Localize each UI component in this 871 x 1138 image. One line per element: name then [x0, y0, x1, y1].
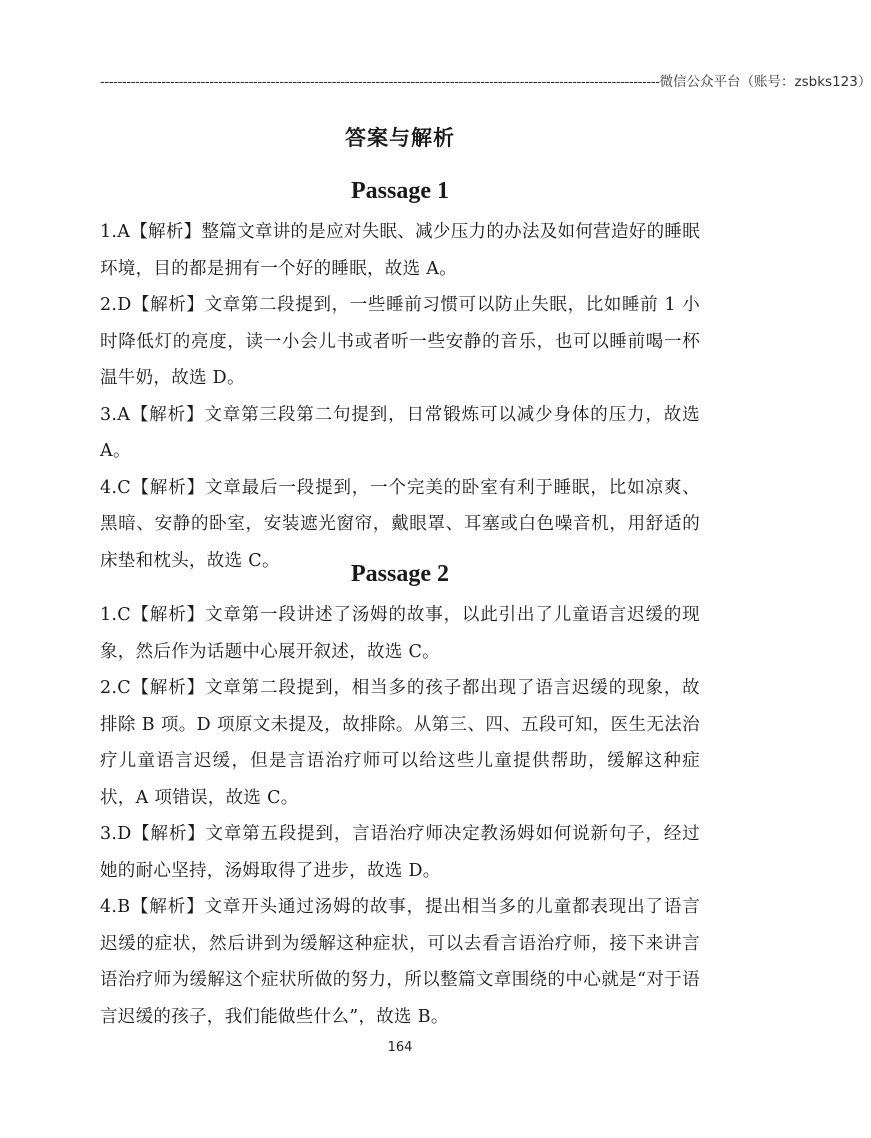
answer-paragraph: 4.C【解析】文章最后一段提到，一个完美的卧室有利于睡眠，比如凉爽、黑暗、安静的卧室，安装遮光窗帘，戴眼罩、耳塞或白色噪音机，用舒适的床垫和枕头，故选 C。 [100, 477, 700, 571]
answer-paragraph: 4.B【解析】文章开头通过汤姆的故事，提出相当多的儿童都表现出了语言迟缓的症状，然后讲到为缓解这种症状，可以去看言语治疗师，接下来讲言语治疗师为缓解这个症状所做的努力，所以整篇文章围绕的中心就是“对于语言迟缓的孩子，我们能做些什么”，故选 B。 [100, 897, 700, 1027]
answer-paragraph: 1.C【解析】文章第一段讲述了汤姆的故事，以此引出了儿童语言迟缓的现象，然后作为话题中心展开叙述，故选 C。 [100, 605, 700, 662]
answer-paragraph: 1.A【解析】整篇文章讲的是应对失眠、减少压力的办法及如何营造好的睡眠环境，目的都是拥有一个好的睡眠，故选 A。 [100, 222, 700, 279]
page-header [100, 68, 871, 90]
page-title: 答案与解析 [345, 126, 455, 150]
answer-paragraph: 2.D【解析】文章第二段提到，一些睡前习惯可以防止失眠，比如睡前 1 小时降低灯的亮度，读一小会儿书或者听一些安静的音乐，也可以睡前喝一杯温牛奶，故选 D。 [100, 295, 700, 388]
header-source: 微信公众平台（账号：zsbks123） [659, 74, 871, 90]
answer-paragraph: 3.A【解析】文章第三段第二句提到，日常锻炼可以减少身体的压力，故选 A。 [100, 404, 700, 461]
answer-paragraph: 3.D【解析】文章第五段提到，言语治疗师决定教汤姆如何说新句子，经过她的耐心坚持，汤姆取得了进步，故选 D。 [100, 824, 700, 881]
header-dashes: -------------------------------------------------------------------------------------------------------------------------------- [100, 74, 660, 90]
passage-1-title: Passage 1 [351, 178, 449, 204]
passage-2-title: Passage 2 [351, 561, 449, 587]
passage-2-answers [100, 597, 700, 1035]
passage-1-answers [100, 214, 700, 579]
answer-paragraph: 2.C【解析】文章第二段提到，相当多的孩子都出现了语言迟缓的现象，故排除 B 项。D 项原文未提及，故排除。从第三、四、五段可知，医生无法治疗儿童语言迟缓，但是言语治疗师可以给这些儿童提供帮助，缓解这种症状，A 项错误，故选 C。 [100, 678, 700, 808]
page-number: 164 [387, 1040, 413, 1055]
